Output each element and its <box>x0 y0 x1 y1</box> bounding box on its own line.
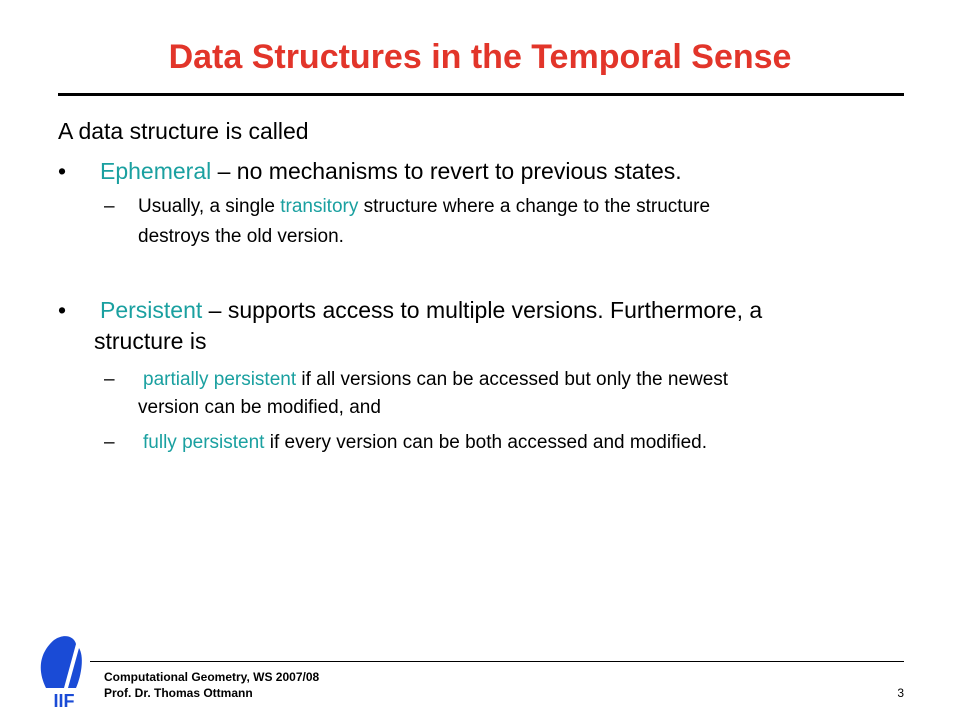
footer-rule <box>90 661 904 662</box>
sub-transitory-line2: destroys the old version. <box>138 226 344 247</box>
bullet-persistent <box>100 297 762 324</box>
bullet-ephemeral <box>100 158 682 185</box>
sub-marker-transitory: – <box>104 196 115 217</box>
page-number: 3 <box>897 686 904 700</box>
slide-title: Data Structures in the Temporal Sense <box>168 38 792 76</box>
sub-transitory-pre: Usually, a single <box>138 196 281 217</box>
sub-partial-line2: version can be modified, and <box>138 397 381 418</box>
bullet-ephemeral-text: – no mechanisms to revert to previous states. <box>211 158 682 184</box>
sub-bullet-partial <box>143 369 728 391</box>
term-fully-persistent: fully persistent <box>143 432 265 453</box>
iif-logo-icon <box>24 630 104 710</box>
sub-partial-post: if all versions can be accessed but only the newest <box>296 369 729 390</box>
term-partially-persistent: partially persistent <box>143 369 297 390</box>
bullet-persistent-text: – supports access to multiple versions. Furthermore, a <box>202 297 763 323</box>
logo-text: IIF <box>53 691 75 710</box>
term-transitory: transitory <box>280 196 359 217</box>
sub-bullet-full <box>143 432 707 454</box>
sub-transitory-post: structure where a change to the structure <box>358 196 711 217</box>
title-underline <box>58 93 904 96</box>
bullet-marker-ephemeral: • <box>58 158 67 184</box>
sub-marker-partial: – <box>104 369 115 390</box>
term-ephemeral: Ephemeral <box>100 158 212 184</box>
term-persistent: Persistent <box>100 297 203 323</box>
sub-bullet-transitory <box>138 196 710 218</box>
sub-full-post: if every version can be both accessed and modified. <box>264 432 707 453</box>
sub-marker-full: – <box>104 432 115 453</box>
footer-course: Computational Geometry, WS 2007/08 <box>104 670 320 684</box>
footer-author: Prof. Dr. Thomas Ottmann <box>104 686 253 700</box>
bullet-marker-persistent: • <box>58 297 67 323</box>
intro-text: A data structure is called <box>58 118 309 144</box>
bullet-persistent-line2: structure is <box>94 328 207 354</box>
